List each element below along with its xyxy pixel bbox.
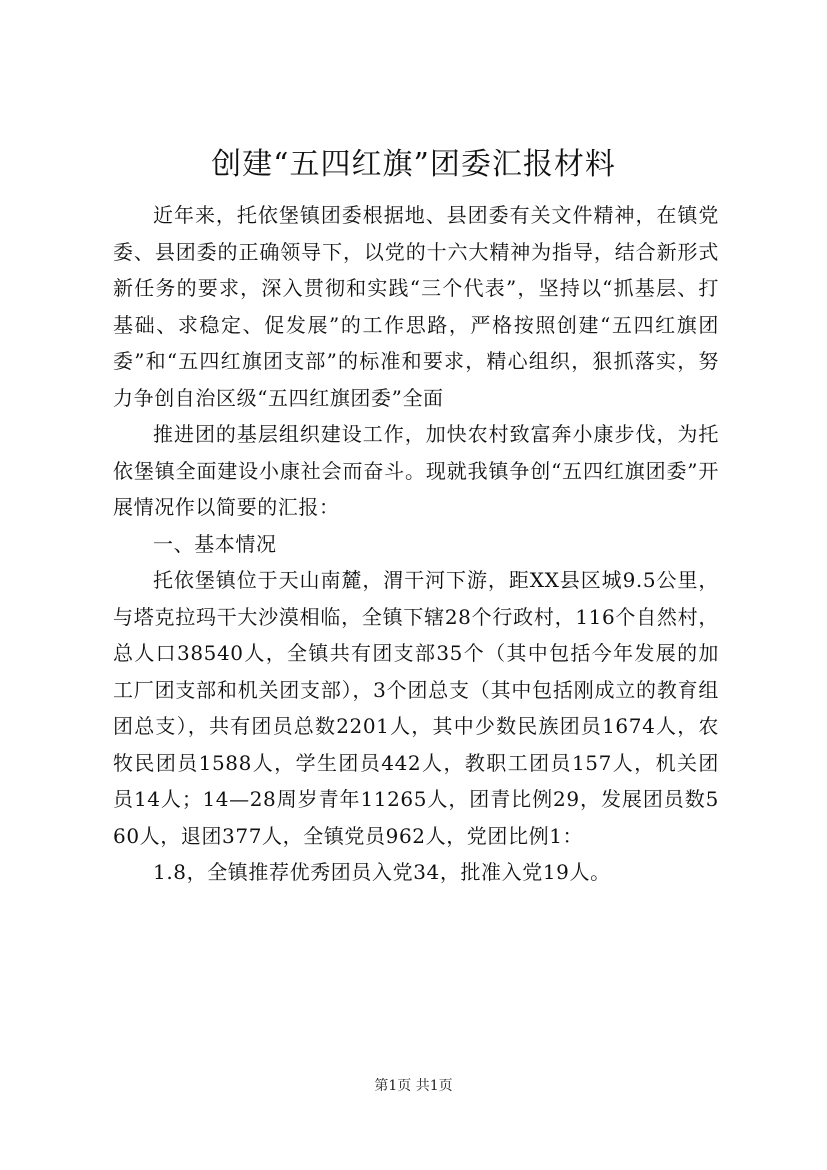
- paragraph-intro: 近年来，托依堡镇团委根据地、县团委有关文件精神，在镇党委、县团委的正确领导下，以党的十六大精神为指导，结合新形式新任务的要求，深入贯彻和实践“三个代表”，坚持以“抓基层、打基础、求稳定、促发展”的工作思路，严格按照创建“五四红旗团委”和“五四红旗团支部”的标准和要求，精心组织，狠抓落实，努力争创自治区级“五四红旗团委”全面: [113, 203, 719, 410]
- paragraph-basic-info: 托依堡镇位于天山南麓，渭干河下游，距XX县区城9.5公里，与塔克拉玛干大沙漠相临，全镇下辖28个行政村，116个自然村，总人口38540人，全镇共有团支部35个（其中包括今年发展的加工厂团支部和机关团支部），3个团总支（其中包括刚成立的教育组团总支），共有团员总数2201人，其中少数民族团员1674人，农牧民团员1588人，学生团员442人，教职工团员157人，机关团员14人；14—28周岁青年11265人，团青比例29，发展团员数560人，退团377人，全镇党员962人，党团比例1：: [113, 568, 719, 848]
- paragraph-party-ratio: 1.8，全镇推荐优秀团员入党34，批准入党19人。: [153, 860, 611, 884]
- paragraph-continuation: 推进团的基层组织建设工作，加快农村致富奔小康步伐，为托依堡镇全面建设小康社会而奋斗。现就我镇争创“五四红旗团委”开展情况作以简要的汇报：: [113, 422, 719, 519]
- section-heading-basic-info: 一、基本情况: [153, 531, 277, 556]
- document-body: [113, 197, 719, 891]
- page-footer: 第1页 共1页: [374, 1078, 453, 1094]
- document-title: 创建“五四红旗”团委汇报材料: [211, 147, 616, 182]
